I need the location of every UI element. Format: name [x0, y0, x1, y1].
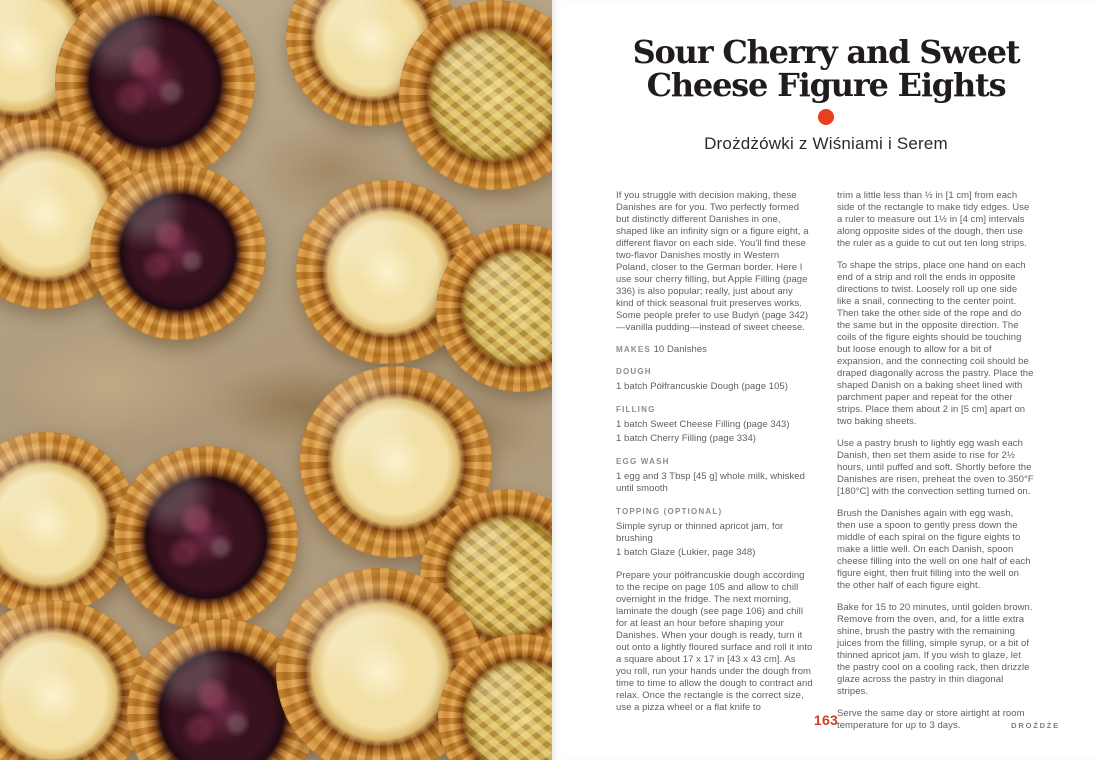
pastry-cherry-danish [90, 164, 266, 340]
ingredient-item: Simple syrup or thinned apricot jam, for brushing [616, 521, 784, 544]
ingredient-item: 1 batch Glaze (Lukier, page 348) [616, 547, 756, 558]
ingredient-section-topping [616, 506, 813, 559]
method-paragraph-6: Bake for 15 to 20 minutes, until golden brown. Remove from the oven, and, for a little extra shine, brush the pastry with the remaining juices from the filling, simple syrup, or a bit of thinned apricot jam. If you wish to glaze, let the pastry cool on a cooling rack, then drizzle glaze across the pastry in thin diagonal stripes. [837, 602, 1033, 697]
recipe-title-line1: Sour Cherry and Sweet [632, 33, 1020, 71]
intro-paragraph: If you struggle with decision making, these Danishes are for you. Two perfectly formed but distinctly different Danishes in one, shaped like an infinity sign or a figure eight, a different flavor on each side. You'll find these two-flavor Danishes mostly in Western Poland, closer to the German border. Here I use sour cherry filling, but Apple Filling (page 336) is also popular; really, just about any kind of thick seasonal fruit preserves works. Some people prefer to use Budyń (page 342)—vanilla pudding—instead of sweet cheese. [616, 190, 809, 333]
section-heading: FILLING [616, 405, 656, 414]
method-paragraph-1: Prepare your półfrancuskie dough according to the recipe on page 105 and allow to chill overnight in the fridge. The next morning, laminate the dough (see page 106) and chill for at least an hour before shaping your Danishes. When your dough is ready, turn it out onto a lightly floured surface and roll it into a square about 17 x 17 in [43 x 43 cm]. As you roll, run your hands under the dough from time to time to allow the dough to contract and relax. Once the rectangle is the correct size, use a pizza wheel or a flat knife to [616, 570, 813, 713]
recipe-subtitle-polish: Drożdżówki z Wiśniami i Serem [704, 134, 948, 153]
ingredient-section-egg-wash [616, 456, 813, 495]
recipe-title [562, 33, 1090, 104]
right-column [837, 190, 1034, 742]
method-paragraph-5: Brush the Danishes again with egg wash, then use a spoon to gently press down the middle of each spiral on the figure eights to make a little well. On each Danish, spoon cheese filling into the well on one half of each figure eight, then fruit filling into the well on the other half of each figure eight. [837, 508, 1031, 591]
ingredient-item: 1 batch Sweet Cheese Filling (page 343) [616, 419, 790, 430]
ingredient-item: 1 batch Półfrancuskie Dough (page 105) [616, 381, 788, 392]
pastry-cheese-danish [0, 600, 150, 760]
recipe-title-line2: Cheese Figure Eights [646, 66, 1006, 104]
recipe-columns [552, 190, 1100, 742]
recipe-page [552, 0, 1100, 760]
ingredient-item: 1 batch Cherry Filling (page 334) [616, 433, 756, 444]
method-paragraph-2: trim a little less than ½ in [1 cm] from each side of the rectangle to make tidy edges. Use a ruler to measure out 1½ in [4 cm] intervals along opposite sides of the dough, then use the ruler as a guide to cut out ten long strips. [837, 190, 1030, 249]
ingredient-item: 1 egg and 3 Tbsp [45 g] whole milk, whisked until smooth [616, 471, 805, 494]
yield-label: MAKES [616, 345, 651, 354]
red-dot-accent [818, 109, 834, 125]
pastry-cherry-danish [114, 446, 298, 630]
ingredient-section-dough [616, 366, 813, 393]
yield-value: 10 Danishes [653, 344, 707, 355]
yield-line [616, 344, 813, 356]
method-paragraph-7: Serve the same day or store airtight at room temperature for up to 3 days. [837, 708, 1025, 731]
method-paragraph-4: Use a pastry brush to lightly egg wash each Danish, then set them aside to rise for 2½ hours, until puffed and soft. Shortly before the Danishes are risen, preheat the oven to 350°F [180°C] with the convection setting turned on. [837, 438, 1034, 497]
chapter-label: DROŻDŻE [1011, 721, 1060, 730]
ingredient-section-filling [616, 404, 813, 445]
method-paragraph-3: To shape the strips, place one hand on each end of a strip and roll the ends in opposite directions to twist. Loosely roll up one side like a snail, connecting to the center point. Then take the other side of the rope and do the same but in the opposite direction. The coils of the figure eights should be touching but loose enough to allow for a bit of expansion, and the connecting coil should be draped diagonally across the pastry. Place the shaped Danish on a baking sheet lined with parchment paper and repeat for the other strips. Place them about 2 in [5 cm] apart on two baking sheets. [837, 260, 1034, 427]
page-number: 163 [813, 712, 839, 728]
section-heading: EGG WASH [616, 457, 670, 466]
section-heading: TOPPING (OPTIONAL) [616, 507, 723, 516]
left-column [616, 190, 813, 742]
section-heading: DOUGH [616, 367, 652, 376]
